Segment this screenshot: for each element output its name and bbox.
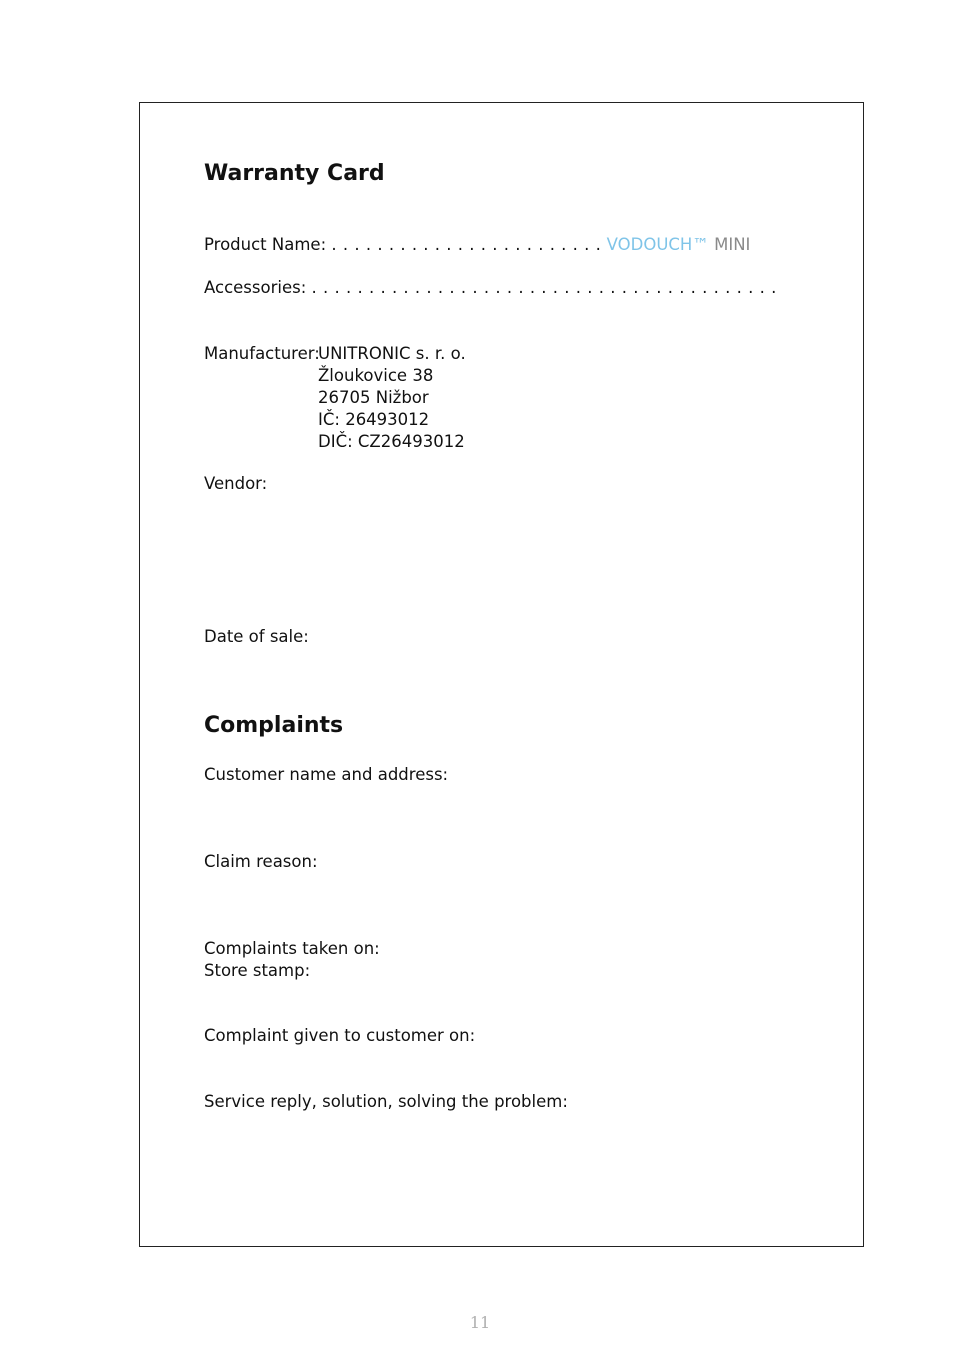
warranty-card-title: Warranty Card [204, 161, 385, 186]
warranty-card-frame [139, 102, 864, 1247]
accessories-dots: . . . . . . . . . . . . . . . . . . . . . . . . . . . . . . . . . . . . . . . . . [311, 278, 777, 297]
complaints-taken-on-label: Complaints taken on: [204, 939, 380, 958]
complaints-title: Complaints [204, 713, 344, 738]
complaint-given-label: Complaint given to customer on: [204, 1026, 476, 1045]
claim-reason-label: Claim reason: [204, 852, 318, 871]
product-brand: VODOUCH™ [606, 235, 709, 254]
manufacturer-line: DIČ: CZ26493012 [318, 432, 465, 451]
store-stamp-label: Store stamp: [204, 961, 311, 980]
product-name-label: Product Name: [204, 235, 327, 254]
product-name-row [204, 234, 750, 256]
manufacturer-line: 26705 Nižbor [318, 388, 429, 407]
manufacturer-line: Žloukovice 38 [318, 366, 434, 385]
accessories-label: Accessories: [204, 278, 307, 297]
date-of-sale-label: Date of sale: [204, 627, 309, 646]
manufacturer-line: IČ: 26493012 [318, 410, 430, 429]
customer-name-address-label: Customer name and address: [204, 765, 449, 784]
page-number: 11 [469, 1313, 491, 1332]
product-name-dots: . . . . . . . . . . . . . . . . . . . . . . . . [331, 235, 602, 254]
manufacturer-label: Manufacturer: [204, 344, 320, 363]
product-model: MINI [714, 235, 751, 254]
vendor-label: Vendor: [204, 474, 268, 493]
accessories-row [204, 277, 777, 299]
service-reply-label: Service reply, solution, solving the problem: [204, 1092, 568, 1111]
manufacturer-line: UNITRONIC s. r. o. [318, 344, 466, 363]
